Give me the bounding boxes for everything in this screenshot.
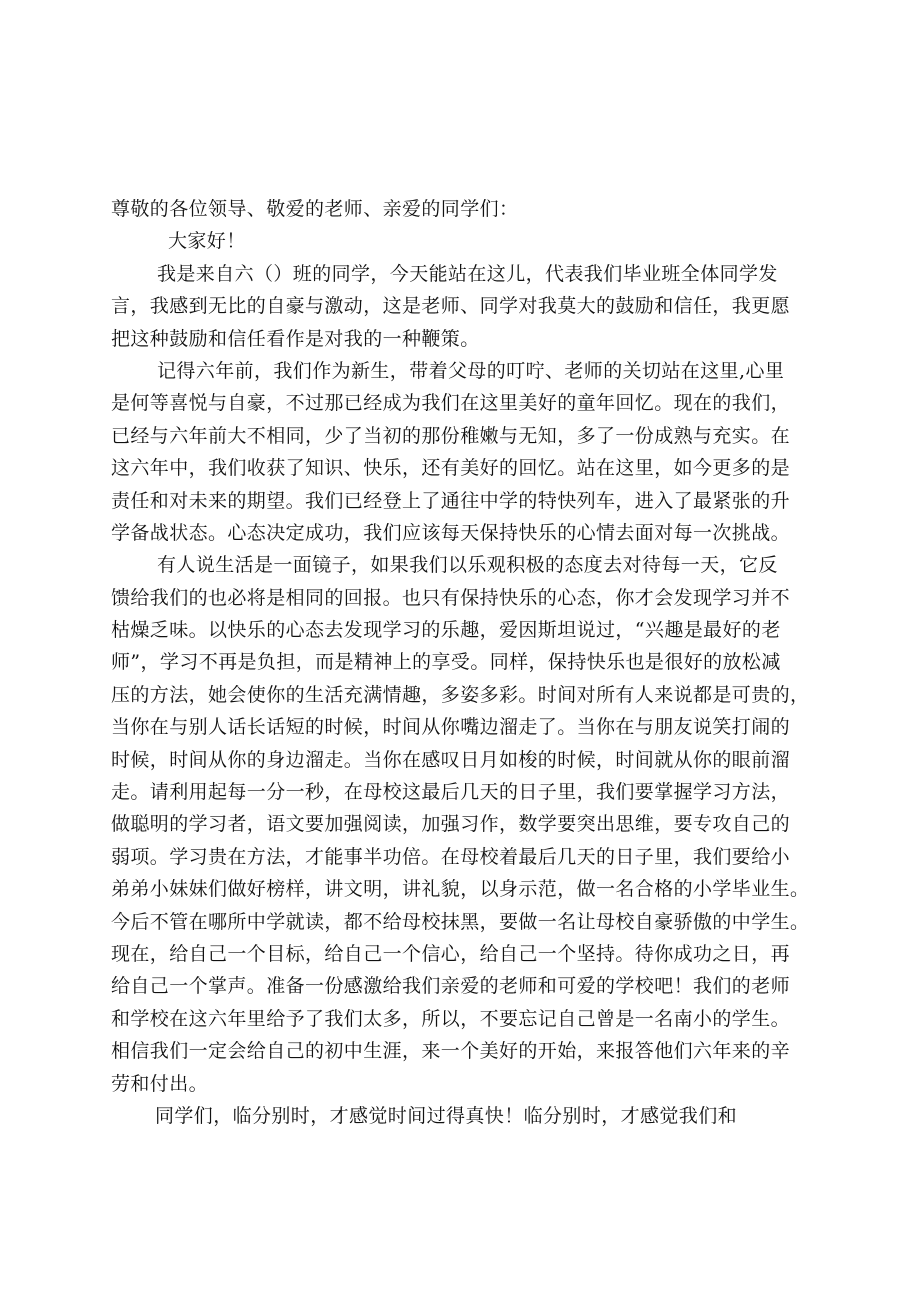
paragraph-3-line: 时候，时间从你的身边溜走。当你在感叹日月如梭的时候，时间就从你的眼前溜 [111, 748, 791, 771]
paragraph-3-line: 走。请利用起每一分一秒，在母校这最后几天的日子里，我们要掌握学习方法， [111, 781, 791, 804]
paragraph-1-line: 把这种鼓励和信任看作是对我的一种鞭策。 [111, 327, 480, 350]
paragraph-3-line: 枯燥乏味。以快乐的心态去发现学习的乐趣，爱因斯坦说过，“兴趣是最好的老 [111, 619, 781, 642]
paragraph-3-line: 今后不管在哪所中学就读，都不给母校抹黑，要做一名让母校自豪骄傲的中学生。 [111, 910, 810, 933]
paragraph-3-line: 弟弟小妹妹们做好榜样，讲文明，讲礼貌，以身示范，做一名合格的小学毕业生。 [111, 878, 810, 901]
paragraph-2-line: 责任和对未来的期望。我们已经登上了通往中学的特快列车，进入了最紧张的升 [111, 489, 791, 512]
paragraph-3-line: 给自己一个掌声。准备一份感激给我们亲爱的老师和可爱的学校吧！我们的老师 [111, 975, 791, 998]
paragraph-3-line: 师”，学习不再是负担，而是精神上的享受。同样，保持快乐也是很好的放松减 [111, 651, 781, 674]
paragraph-3-line: 和学校在这六年里给予了我们太多，所以，不要忘记自己曾是一名南小的学生。 [111, 1007, 791, 1030]
paragraph-3-line: 劳和付出。 [111, 1072, 209, 1095]
paragraph-2-line: 这六年中，我们收获了知识、快乐，还有美好的回忆。站在这里，如今更多的是 [111, 457, 791, 480]
paragraph-3-line: 压的方法，她会使你的生活充满情趣，多姿多彩。时间对所有人来说都是可贵的， [111, 683, 810, 706]
paragraph-2-line: 记得六年前，我们作为新生，带着父母的叮咛、老师的关切站在这里,心里 [157, 359, 785, 382]
paragraph-2-line: 是何等喜悦与自豪，不过那已经成为我们在这里美好的童年回忆。现在的我们， [111, 392, 791, 415]
greeting-line: 大家好！ [168, 230, 246, 253]
paragraph-2-line: 学备战状态。心态决定成功，我们应该每天保持快乐的心情去面对每一次挑战。 [111, 521, 791, 544]
paragraph-3-line: 做聪明的学习者，语文要加强阅读，加强习作，数学要突出思维，要专攻自己的 [111, 813, 791, 836]
paragraph-3-line: 现在，给自己一个目标，给自己一个信心，给自己一个坚持。待你成功之日，再 [111, 942, 791, 965]
paragraph-1-line: 言，我感到无比的自豪与激动，这是老师、同学对我莫大的鼓励和信任，我更愿 [111, 295, 791, 318]
paragraph-3-line: 相信我们一定会给自己的初中生涯，来一个美好的开始，来报答他们六年来的辛 [111, 1040, 791, 1063]
paragraph-2-line: 已经与六年前大不相同，少了当初的那份稚嫩与无知，多了一份成熟与充实。在 [111, 424, 791, 447]
paragraph-3-line: 有人说生活是一面镜子，如果我们以乐观积极的态度去对待每一天，它反 [157, 554, 778, 577]
paragraph-4-line: 同学们，临分别时，才感觉时间过得真快！临分别时，才感觉我们和 [155, 1104, 738, 1127]
paragraph-3-line: 当你在与别人话长话短的时候，时间从你嘴边溜走了。当你在与朋友说笑打闹的 [111, 716, 791, 739]
paragraph-3-line: 馈给我们的也必将是相同的回报。也只有保持快乐的心态，你才会发现学习并不 [111, 586, 791, 609]
paragraph-1-line: 我是来自六（）班的同学，今天能站在这儿，代表我们毕业班全体同学发 [157, 262, 778, 285]
paragraph-3-line: 弱项。学习贵在方法，才能事半功倍。在母校着最后几天的日子里，我们要给小 [111, 845, 791, 868]
salutation-line: 尊敬的各位领导、敬爱的老师、亲爱的同学们： [111, 198, 519, 220]
speech-text [111, 193, 831, 1132]
